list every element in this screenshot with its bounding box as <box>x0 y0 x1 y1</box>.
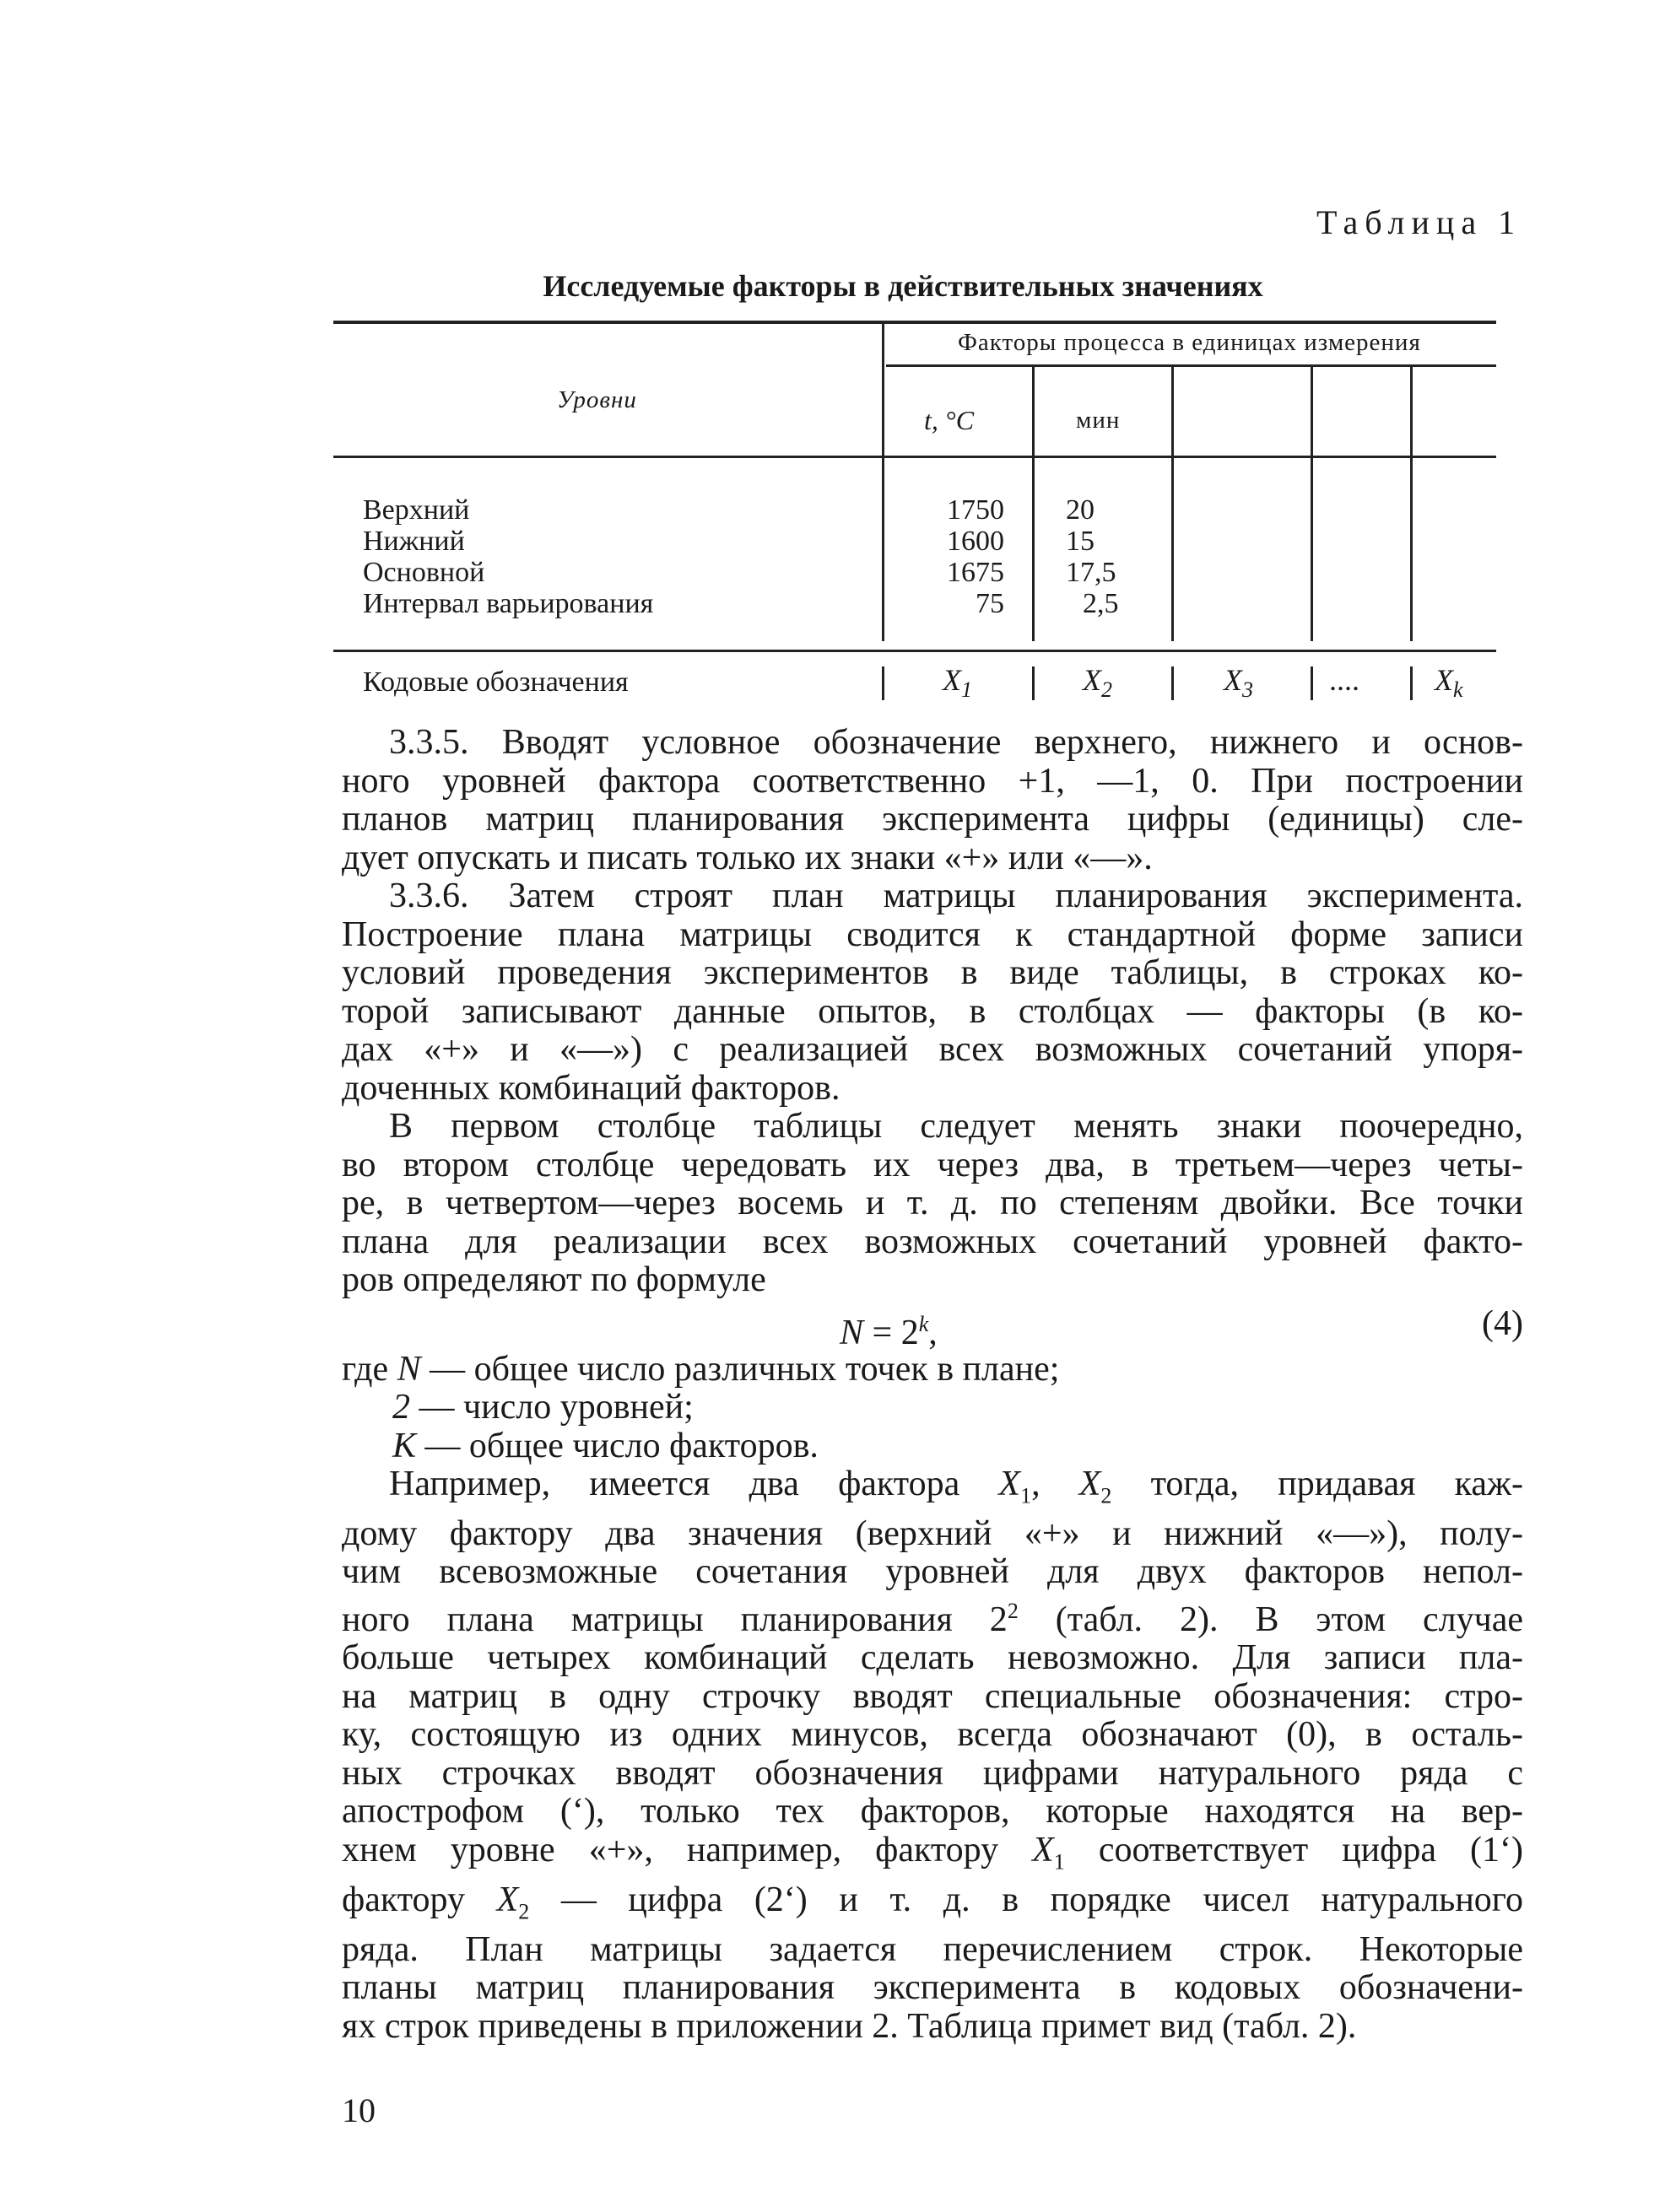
paragraph-3-3-6: 3.3.6. Затем строят план матрицы планирования эксперимента. Построение плана матрицы сводится к стандартной форме записи условий проведения экспериментов в виде таблицы, в строках ко- торой записывают данные опытов, в столбцах — факторы (в ко- дах «+» и «—») с реализацией всех возможных сочетаний упоря- доченных комбинаций факторов. <box>342 877 1523 1108</box>
header-levels: Уровни <box>557 386 637 413</box>
paragraph-columns: В первом столбце таблицы следует менять знаки поочередно, во втором столбце чередовать их через два, в третьем—через четы- ре, в четвертом—через восемь и т. д. по степеням двойки. Все точки плана для реализации всех возможных сочетаний уровней факто- ров определяют по формуле <box>342 1107 1523 1299</box>
header-factors: Факторы процесса в единицах измерения <box>958 329 1421 356</box>
code-ellipsis: .... <box>1329 663 1359 697</box>
table-caption: Исследуемые факторы в действительных значениях <box>543 269 1263 303</box>
code-label: Кодовые обозначения <box>363 666 629 698</box>
paragraph-example: Например, имеется два фактора $X_1$, $X_2$ тогда, придавая каж- дому фактору два значения (верхний «+» и нижний «—»), полу- чим всевозможные сочетания уровней для двух факторов непол- ного плана матрицы планирования $2^2$ (табл. 2). В этом случае больше четырех комбинаций сделать невозможно. Для записи пла- на матриц в одну строчку вводят специальные обозначения: стро- ку, состоящую из одних минусов, всегда обозначают (0), в осталь- ных строчках вводят обозначения цифрами натурального ряда с апострофом (ʻ), только тех факторов, которые находятся на вер- хнем уровне «+», например, фактору $X_1$ соответствует цифра (1ʻ) фактору $X_2$ — цифра (2ʻ) и т. д. в порядке чисел натурального ряда. План матрицы задается перечислением строк. Некоторые планы матриц планирования эксперимента в кодовых обозначени- ях строк приведены в приложении 2. Таблица примет вид (табл. 2). <box>342 1465 1524 2046</box>
minutes-values: 20 15 17,5 2,5 <box>1066 494 1119 619</box>
factors-table <box>333 321 1523 717</box>
code-x3: $X_3$ <box>1224 663 1253 703</box>
table-label: Таблица 1 <box>1316 203 1522 241</box>
code-x2: $X_2$ <box>1083 663 1112 703</box>
level-labels: Верхний Нижний Основной Интервал варьирования <box>363 494 654 619</box>
definitions: где N — общее число различных точек в плане; 2 — число уровней; К — общее число факторов. <box>342 1349 1060 1465</box>
unit-minutes: мин <box>1076 407 1121 434</box>
code-x1: $X_1$ <box>943 663 972 703</box>
body-text <box>342 724 1523 2046</box>
unit-temperature: t, °C <box>924 405 975 435</box>
formula-number: (4) <box>1482 1303 1523 1343</box>
paragraph-3-3-5: 3.3.5. Вводят условное обозначение верхнего, нижнего и основ- ного уровней фактора соответственно +1, —1, 0. При построении планов матриц планирования эксперимента цифры (единицы) сле- дует опускать и писать только их знаки «+» или «—». <box>342 723 1523 877</box>
code-xk: $X_k$ <box>1435 663 1463 703</box>
formula: $N = 2^k$, (4) <box>840 1303 1523 1352</box>
temperature-values: 1750 1600 1675 75 <box>947 494 1004 619</box>
page-number: 10 <box>342 2091 376 2129</box>
